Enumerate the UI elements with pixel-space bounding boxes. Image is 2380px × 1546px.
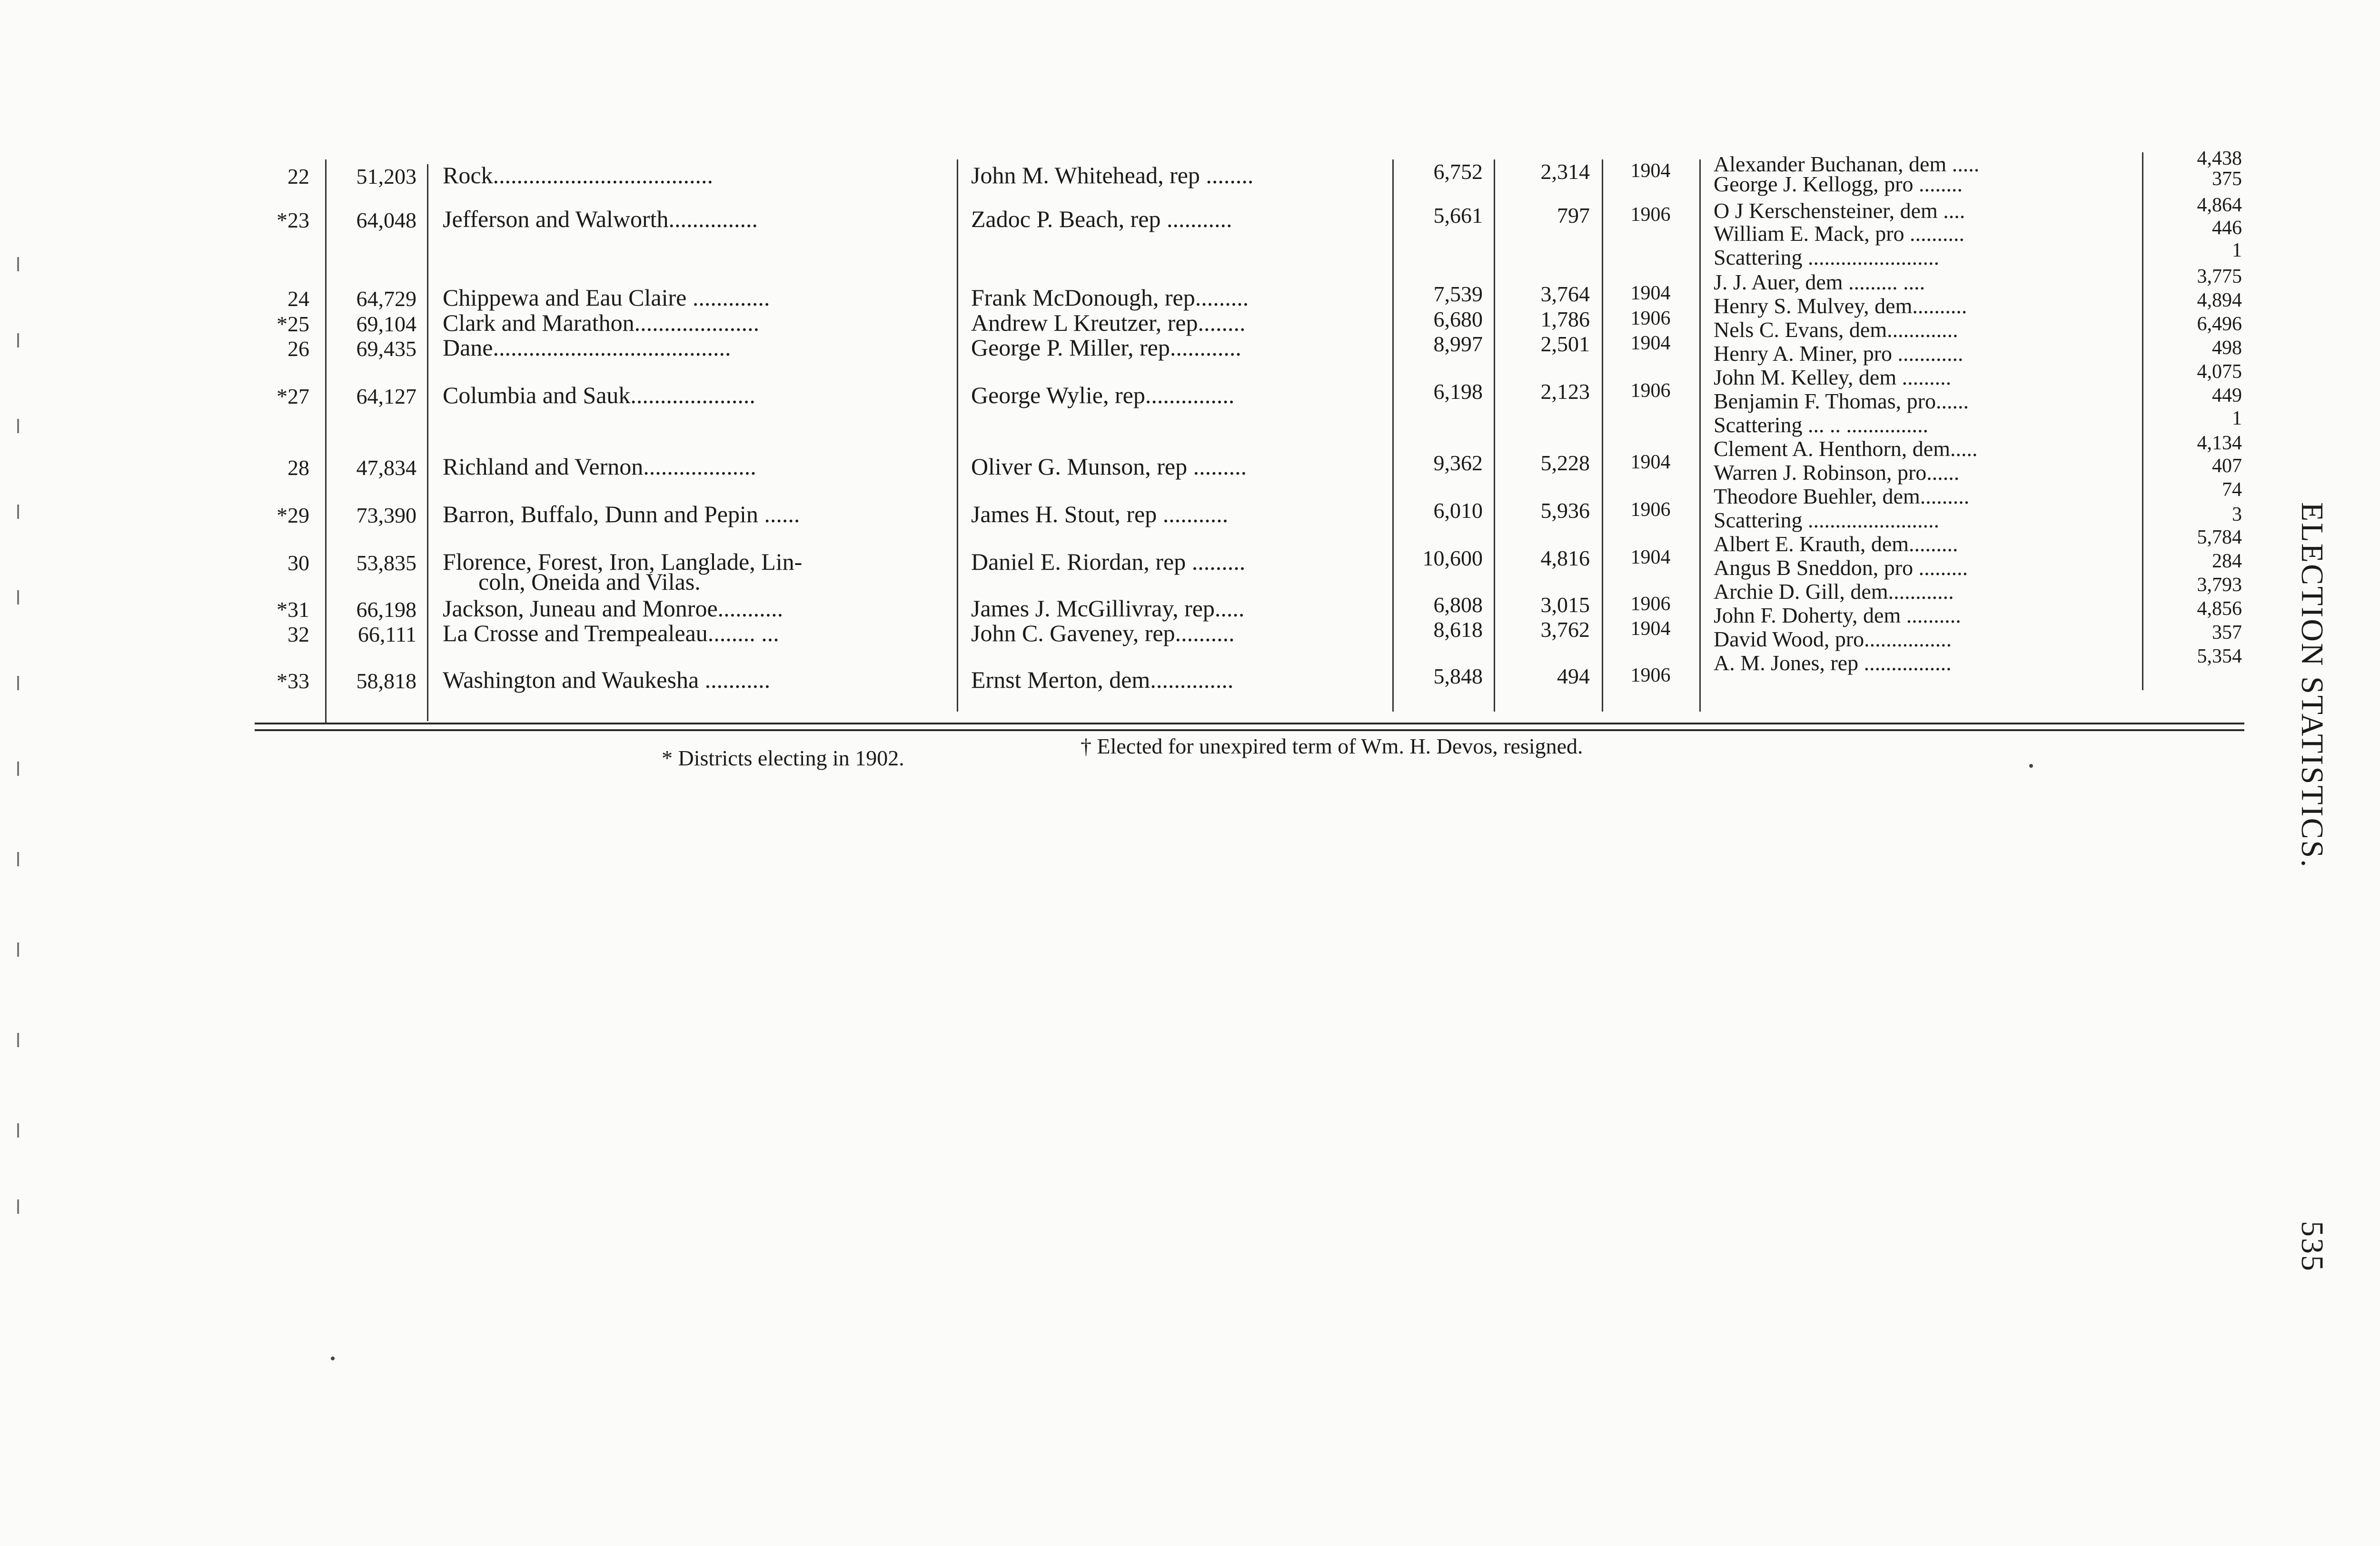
opponent-name: Albert E. Krauth, dem.........	[1714, 532, 1958, 556]
year-elected: 1904	[1630, 282, 1671, 304]
column-divider	[1494, 159, 1495, 712]
opponent-votes: 3,775	[2197, 266, 2242, 287]
column-divider	[427, 164, 428, 721]
opponent-votes: 1	[2232, 239, 2242, 261]
district-population: 69,104	[356, 312, 416, 336]
year-elected: 1904	[1630, 160, 1671, 182]
district-number: 22	[288, 164, 309, 188]
opponent-votes: 4,894	[2197, 289, 2242, 311]
opponent-name: Scattering ........................	[1714, 508, 1939, 532]
edge-mark	[17, 257, 19, 271]
opponent-votes: 4,075	[2197, 361, 2242, 383]
district-number: *33	[277, 669, 309, 693]
opponent-votes: 375	[2212, 168, 2242, 190]
district-number: 26	[288, 337, 309, 361]
opponent-name: J. J. Auer, dem ......... ....	[1714, 270, 1925, 294]
opponent-name: Scattering ... .. ...............	[1714, 413, 1928, 437]
senator-plurality: 3,015	[1540, 593, 1590, 617]
scan-speck	[331, 1357, 335, 1360]
column-divider	[2142, 152, 2143, 690]
district-number: 24	[288, 287, 309, 311]
senator-vote: 6,010	[1433, 498, 1483, 523]
senator-plurality: 2,314	[1540, 159, 1590, 184]
district-number: 28	[288, 456, 309, 480]
footnote-1902: * Districts electing in 1902.	[662, 746, 904, 770]
senator-vote: 6,680	[1433, 307, 1483, 331]
senator-name: Andrew L Kreutzer, rep........	[971, 309, 1246, 336]
district-counties: Rock.....................................	[443, 162, 714, 188]
edge-mark	[17, 676, 19, 690]
opponent-votes: 3,793	[2197, 574, 2242, 596]
footnote-unexpired: † Elected for unexpired term of Wm. H. Devos, resigned.	[1081, 734, 1583, 758]
senator-plurality: 2,123	[1540, 379, 1590, 404]
district-counties: coln, Oneida and Vilas.	[478, 568, 701, 595]
opponent-votes: 5,354	[2197, 645, 2242, 667]
opponent-name: Benjamin F. Thomas, pro......	[1714, 389, 1969, 413]
year-elected: 1904	[1630, 332, 1671, 354]
district-population: 64,729	[356, 287, 416, 311]
district-population: 73,390	[356, 503, 416, 527]
senator-name: Zadoc P. Beach, rep ...........	[971, 206, 1232, 232]
district-population: 64,127	[356, 384, 416, 408]
opponent-votes: 4,134	[2197, 432, 2242, 454]
senator-name: George P. Miller, rep............	[971, 334, 1241, 361]
opponent-name: Scattering ........................	[1714, 245, 1939, 269]
opponent-name: John M. Kelley, dem .........	[1714, 365, 1952, 389]
senator-vote: 5,661	[1433, 203, 1483, 228]
district-population: 53,835	[356, 551, 416, 575]
year-elected: 1906	[1630, 204, 1671, 226]
opponent-name: O J Kerschensteiner, dem ....	[1714, 198, 1965, 223]
page-number: 535	[2295, 1221, 2330, 1272]
opponent-votes: 3	[2232, 504, 2242, 525]
senator-name: George Wylie, rep...............	[971, 382, 1235, 408]
column-divider	[325, 159, 327, 723]
district-number: *27	[277, 384, 309, 408]
opponent-votes: 1	[2232, 407, 2242, 429]
opponent-votes: 4,438	[2197, 148, 2242, 169]
edge-mark	[17, 590, 19, 605]
opponent-name: George J. Kellogg, pro ........	[1714, 172, 1963, 196]
opponent-name: Warren J. Robinson, pro......	[1714, 460, 1960, 485]
opponent-name: Henry S. Mulvey, dem..........	[1714, 294, 1967, 318]
senator-plurality: 1,786	[1540, 307, 1590, 331]
edge-mark	[17, 333, 19, 347]
district-counties: Richland and Vernon...................	[443, 453, 756, 480]
edge-mark	[17, 1033, 19, 1047]
senator-plurality: 4,816	[1540, 546, 1590, 570]
senator-name: James J. McGillivray, rep.....	[971, 595, 1245, 622]
opponent-name: John F. Doherty, dem ..........	[1714, 603, 1961, 627]
opponent-votes: 4,856	[2197, 598, 2242, 620]
district-counties: Jackson, Juneau and Monroe...........	[443, 595, 783, 622]
edge-mark	[17, 762, 19, 776]
senator-plurality: 797	[1557, 203, 1590, 228]
district-population: 64,048	[356, 208, 416, 232]
opponent-name: Theodore Buehler, dem.........	[1714, 484, 1970, 508]
district-number: *29	[277, 503, 309, 527]
opponent-name: Clement A. Henthorn, dem.....	[1714, 436, 1978, 461]
year-elected: 1906	[1630, 593, 1671, 615]
opponent-votes: 4,864	[2197, 194, 2242, 216]
senator-vote: 7,539	[1433, 282, 1483, 306]
opponent-name: William E. Mack, pro ..........	[1714, 221, 1965, 246]
senator-vote: 6,752	[1433, 159, 1483, 184]
opponent-name: Henry A. Miner, pro ............	[1714, 341, 1964, 366]
district-counties: Florence, Forest, Iron, Langlade, Lin-	[443, 548, 803, 575]
year-elected: 1906	[1630, 380, 1671, 402]
column-divider	[957, 159, 958, 712]
year-elected: 1904	[1630, 546, 1671, 568]
senator-plurality: 3,764	[1540, 282, 1590, 306]
district-counties: Washington and Waukesha ...........	[443, 666, 771, 693]
district-counties: Columbia and Sauk.....................	[443, 382, 755, 408]
opponent-name: Alexander Buchanan, dem .....	[1714, 152, 1980, 176]
edge-mark	[17, 942, 19, 957]
year-elected: 1904	[1630, 618, 1671, 640]
opponent-votes: 407	[2212, 455, 2242, 477]
senator-vote: 8,618	[1433, 617, 1483, 642]
opponent-name: A. M. Jones, rep ................	[1714, 651, 1952, 675]
column-divider	[1602, 159, 1603, 712]
senator-name: John C. Gaveney, rep..........	[971, 620, 1235, 646]
opponent-votes: 498	[2212, 337, 2242, 359]
edge-mark	[17, 1123, 19, 1138]
opponent-name: Nels C. Evans, dem.............	[1714, 317, 1958, 342]
senator-vote: 8,997	[1433, 332, 1483, 356]
opponent-votes: 284	[2212, 550, 2242, 572]
senator-vote: 6,198	[1433, 379, 1483, 404]
year-elected: 1906	[1630, 307, 1671, 329]
senator-plurality: 5,228	[1540, 451, 1590, 475]
district-number: *25	[277, 312, 309, 336]
district-counties: La Crosse and Trempealeau........ ...	[443, 620, 779, 646]
senator-plurality: 5,936	[1540, 498, 1590, 523]
district-number: *31	[277, 597, 309, 622]
senator-name: Oliver G. Munson, rep .........	[971, 453, 1247, 480]
district-population: 66,111	[357, 622, 416, 646]
senator-vote: 5,848	[1433, 664, 1483, 688]
edge-mark	[17, 852, 19, 866]
district-number: *23	[277, 208, 309, 232]
senator-name: Ernst Merton, dem..............	[971, 666, 1234, 693]
district-counties: Dane........................................	[443, 334, 731, 361]
senator-name: John M. Whitehead, rep ........	[971, 162, 1254, 188]
table-bottom-rule	[255, 729, 2244, 731]
senator-plurality: 494	[1557, 664, 1590, 688]
district-number: 30	[288, 551, 309, 575]
district-number: 32	[288, 622, 309, 646]
district-population: 47,834	[356, 456, 416, 480]
opponent-name: David Wood, pro................	[1714, 627, 1952, 651]
edge-mark	[17, 505, 19, 519]
senator-name: Daniel E. Riordan, rep .........	[971, 548, 1246, 575]
senator-vote: 6,808	[1433, 593, 1483, 617]
scan-speck	[2029, 764, 2033, 768]
district-counties: Clark and Marathon.....................	[443, 309, 760, 336]
opponent-votes: 449	[2212, 385, 2242, 406]
opponent-name: Archie D. Gill, dem............	[1714, 579, 1954, 604]
opponent-votes: 446	[2212, 217, 2242, 239]
district-population: 69,435	[356, 337, 416, 361]
opponent-votes: 357	[2212, 622, 2242, 644]
senator-name: Frank McDonough, rep.........	[971, 284, 1249, 311]
running-header: ELECTION STATISTICS.	[2295, 502, 2330, 869]
senator-name: James H. Stout, rep ...........	[971, 501, 1229, 527]
table-bottom-rule	[255, 723, 2244, 724]
opponent-votes: 5,784	[2197, 526, 2242, 548]
opponent-votes: 6,496	[2197, 313, 2242, 335]
column-divider	[1392, 159, 1394, 712]
senator-plurality: 2,501	[1540, 332, 1590, 356]
senator-vote: 9,362	[1433, 451, 1483, 475]
edge-mark	[17, 419, 19, 433]
senator-plurality: 3,762	[1540, 617, 1590, 642]
column-divider	[1699, 159, 1701, 712]
edge-mark	[17, 1199, 19, 1214]
district-counties: Barron, Buffalo, Dunn and Pepin ......	[443, 501, 800, 527]
district-population: 51,203	[356, 164, 416, 188]
year-elected: 1904	[1630, 451, 1671, 473]
year-elected: 1906	[1630, 664, 1671, 686]
district-population: 66,198	[356, 597, 416, 622]
opponent-name: Angus B Sneddon, pro .........	[1714, 555, 1968, 580]
district-population: 58,818	[356, 669, 416, 693]
senator-vote: 10,600	[1422, 546, 1483, 570]
year-elected: 1906	[1630, 499, 1671, 521]
district-counties: Jefferson and Walworth...............	[443, 206, 758, 232]
district-counties: Chippewa and Eau Claire .............	[443, 284, 770, 311]
opponent-votes: 74	[2222, 479, 2242, 501]
